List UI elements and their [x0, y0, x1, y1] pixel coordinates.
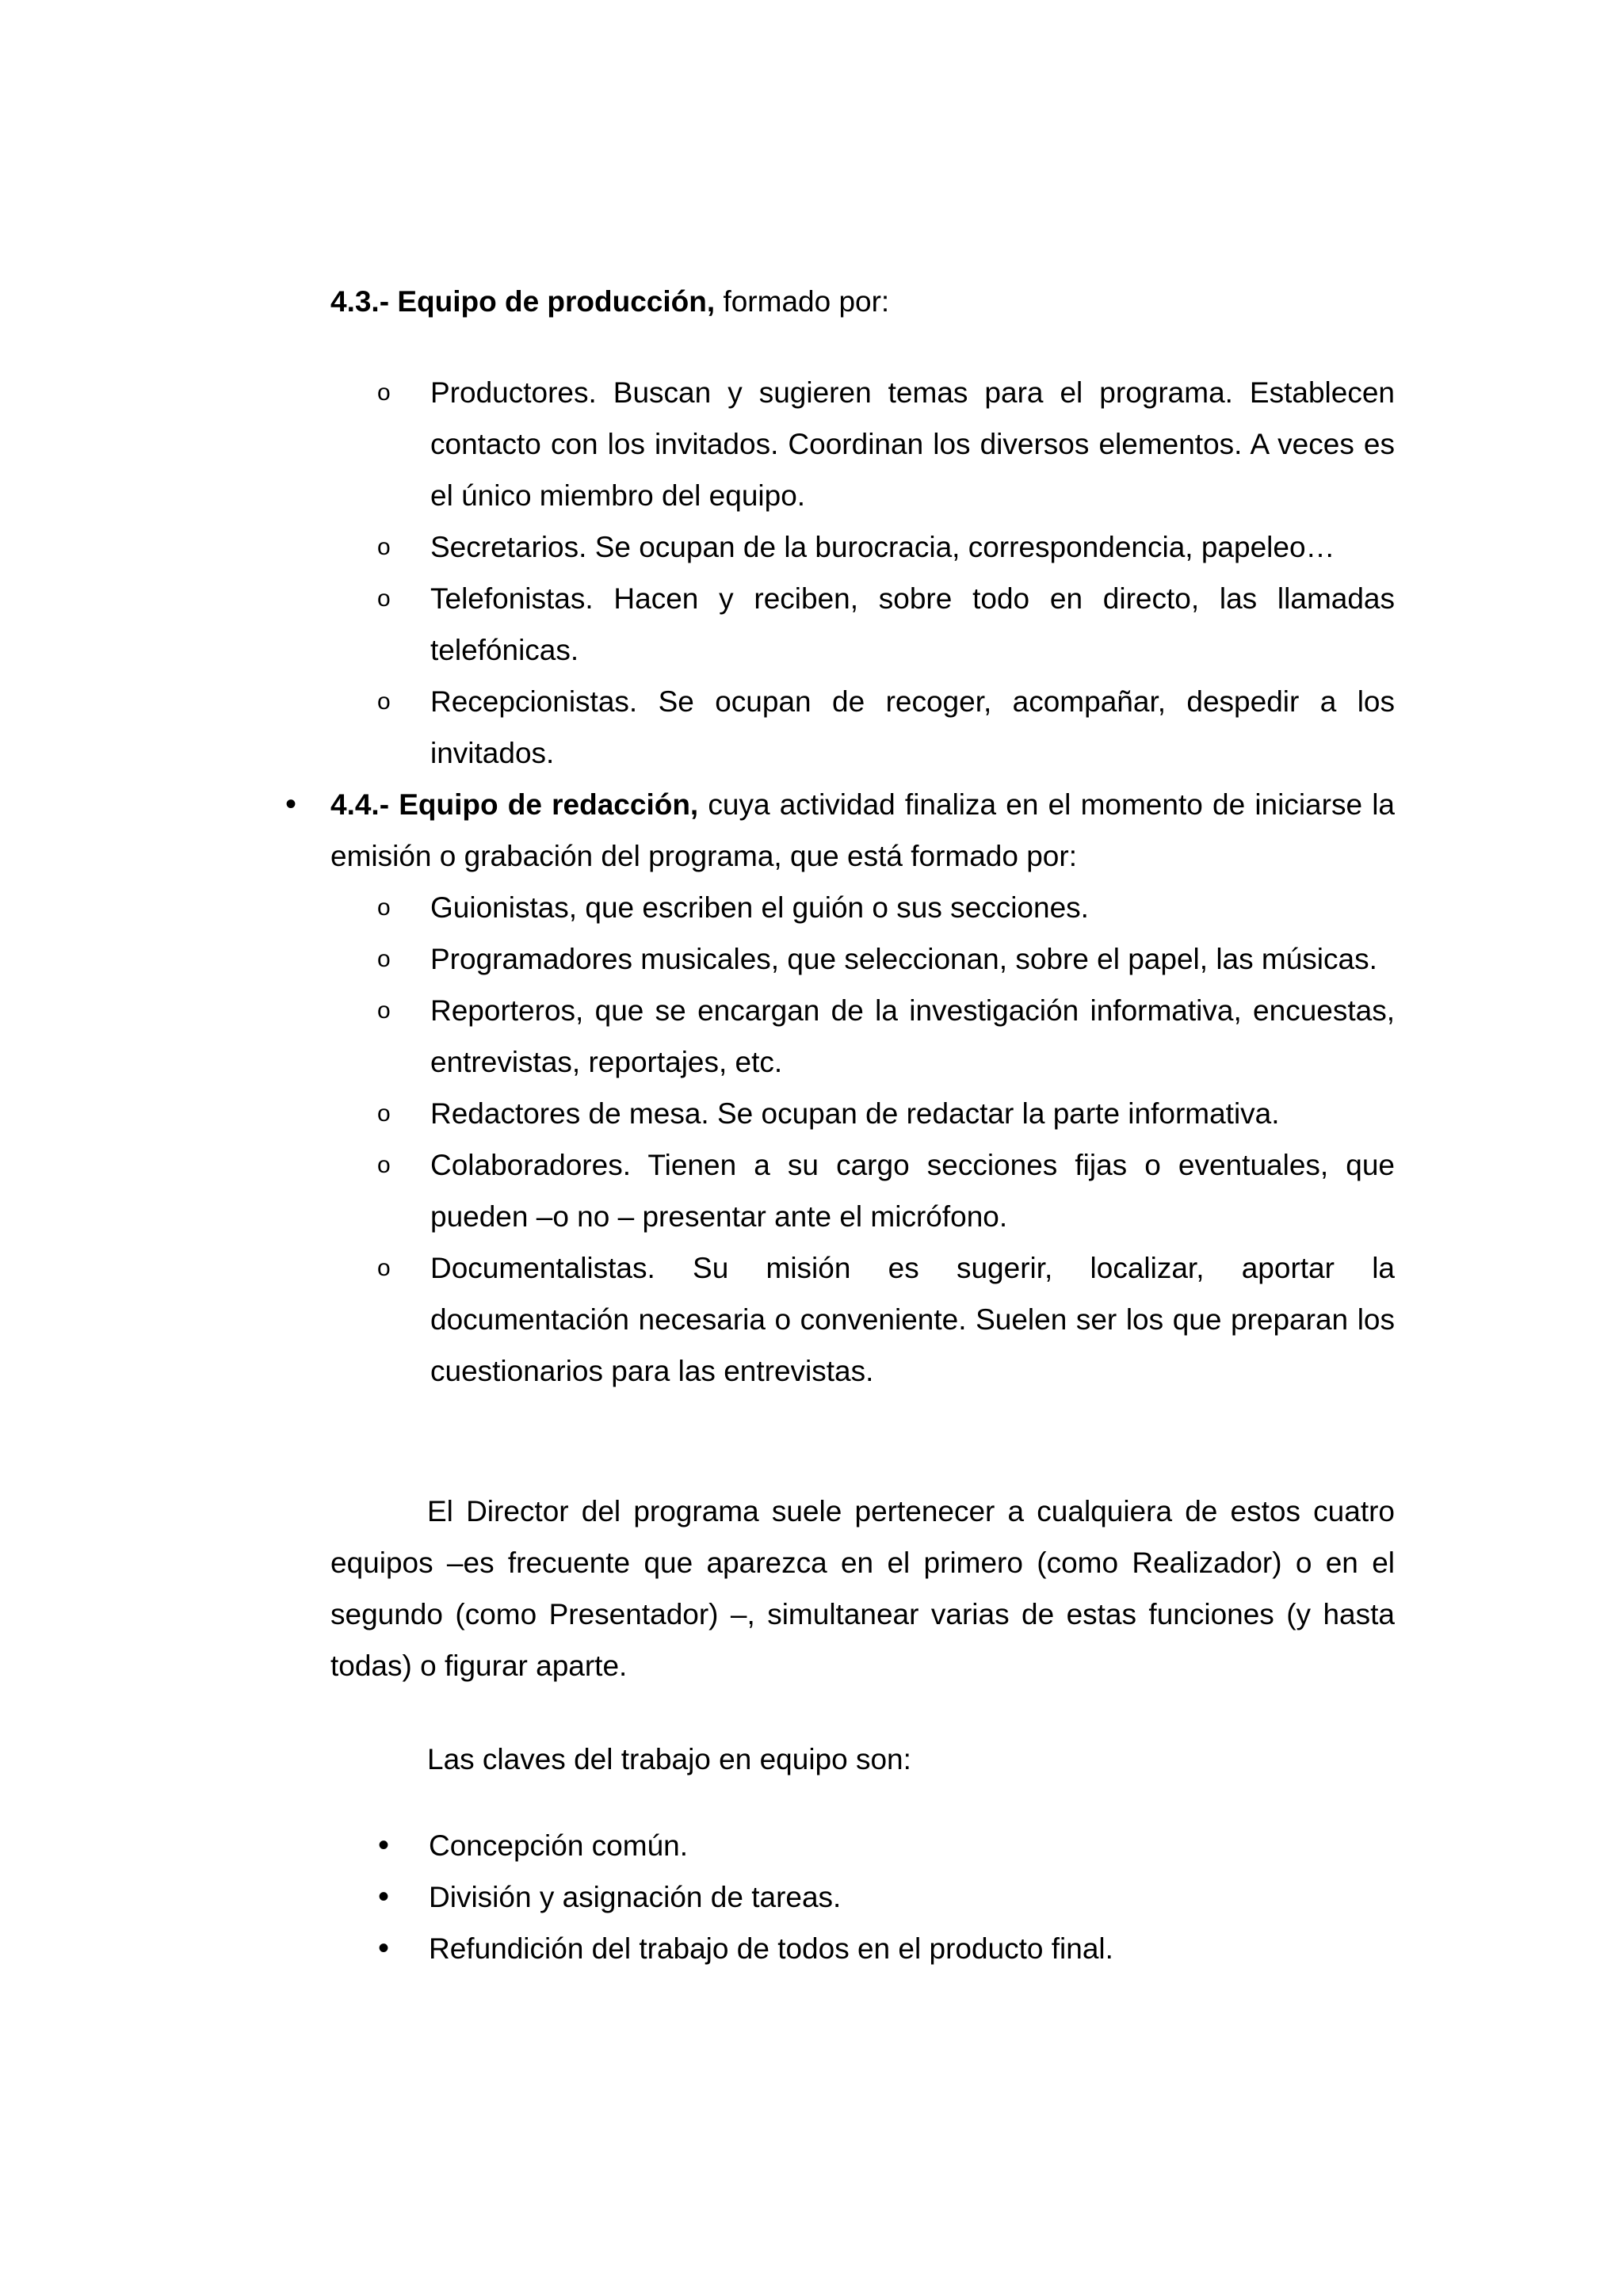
list-item	[330, 1923, 1395, 1974]
section-4-3-rest: formado por:	[723, 285, 890, 318]
circle-bullet-icon: o	[377, 585, 391, 612]
keys-intro: Las claves del trabajo en equipo son:	[427, 1743, 911, 1775]
section-4-3-heading	[330, 276, 1395, 327]
section-4-4-rest: cuya actividad finaliza en el momento de iniciarse la emisión o grabación del programa, que está formado por:	[330, 788, 1396, 872]
list-item	[330, 1820, 1395, 1871]
list-item-text: Refundición del trabajo de todos en el producto final.	[429, 1932, 1113, 1965]
section-4-4-number: 4.4.-	[330, 788, 390, 821]
editorial-team-list	[330, 882, 1395, 1397]
list-item-text: Reporteros, que se encargan de la investigación informativa, encuestas, entrevistas, reportajes, etc.	[430, 994, 1395, 1078]
list-item	[330, 573, 1395, 676]
circle-bullet-icon: o	[377, 1100, 391, 1127]
circle-bullet-icon: o	[377, 688, 391, 715]
list-item-text: Productores. Buscan y sugieren temas para el programa. Establecen contacto con los invitados. Coordinan los diversos elementos. A veces es el único miembro del equipo.	[430, 376, 1395, 512]
list-item-text: Colaboradores. Tienen a su cargo secciones fijas o eventuales, que pueden –o no – presentar ante el micrófono.	[430, 1149, 1395, 1233]
list-item-text: Documentalistas. Su misión es sugerir, localizar, aportar la documentación necesaria o conveniente. Suelen ser los que preparan los cuestionarios para las entrevistas.	[430, 1252, 1395, 1387]
list-item-text: Secretarios. Se ocupan de la burocracia, correspondencia, papeleo…	[430, 531, 1335, 563]
circle-bullet-icon: o	[377, 894, 391, 921]
bullet-icon: •	[285, 787, 297, 822]
bullet-icon: •	[378, 1879, 390, 1914]
list-item-text: Recepcionistas. Se ocupan de recoger, acompañar, despedir a los invitados.	[430, 685, 1395, 769]
keys-list	[330, 1820, 1395, 1974]
section-4-4-title: Equipo de redacción,	[399, 788, 699, 821]
circle-bullet-icon: o	[377, 1255, 391, 1281]
list-item	[330, 985, 1395, 1088]
circle-bullet-icon: o	[377, 1152, 391, 1178]
bullet-icon: •	[378, 1828, 390, 1863]
list-item-text: Concepción común.	[429, 1829, 689, 1862]
bullet-icon: •	[378, 1931, 390, 1966]
list-item-text: Guionistas, que escriben el guión o sus secciones.	[430, 891, 1089, 924]
list-item	[330, 1242, 1395, 1397]
section-4-4-item	[285, 779, 1396, 882]
list-item	[330, 1139, 1395, 1242]
list-item	[330, 676, 1395, 779]
list-item	[330, 367, 1395, 521]
list-item	[330, 1871, 1395, 1923]
list-item-text: Programadores musicales, que seleccionan, sobre el papel, las músicas.	[430, 943, 1377, 975]
circle-bullet-icon: o	[377, 946, 391, 972]
list-item-text: Telefonistas. Hacen y reciben, sobre todo en directo, las llamadas telefónicas.	[430, 582, 1395, 666]
production-team-list	[330, 367, 1395, 779]
list-item	[330, 521, 1395, 573]
list-item	[330, 933, 1395, 985]
list-item	[330, 1088, 1395, 1139]
list-item	[330, 882, 1395, 933]
circle-bullet-icon: o	[377, 379, 391, 406]
list-item-text: División y asignación de tareas.	[429, 1881, 842, 1913]
circle-bullet-icon: o	[377, 534, 391, 560]
section-4-3-number: 4.3.-	[330, 285, 390, 318]
circle-bullet-icon: o	[377, 997, 391, 1024]
list-item-text: Redactores de mesa. Se ocupan de redactar la parte informativa.	[430, 1097, 1280, 1130]
section-4-3-title: Equipo de producción,	[397, 285, 716, 318]
director-paragraph: El Director del programa suele pertenecer a cualquiera de estos cuatro equipos –es frecuente que aparezca en el primero (como Realizador) o en el segundo (como Presentador) –, simultanear varias de estas funciones (y hasta todas) o figurar aparte.	[330, 1495, 1395, 1682]
